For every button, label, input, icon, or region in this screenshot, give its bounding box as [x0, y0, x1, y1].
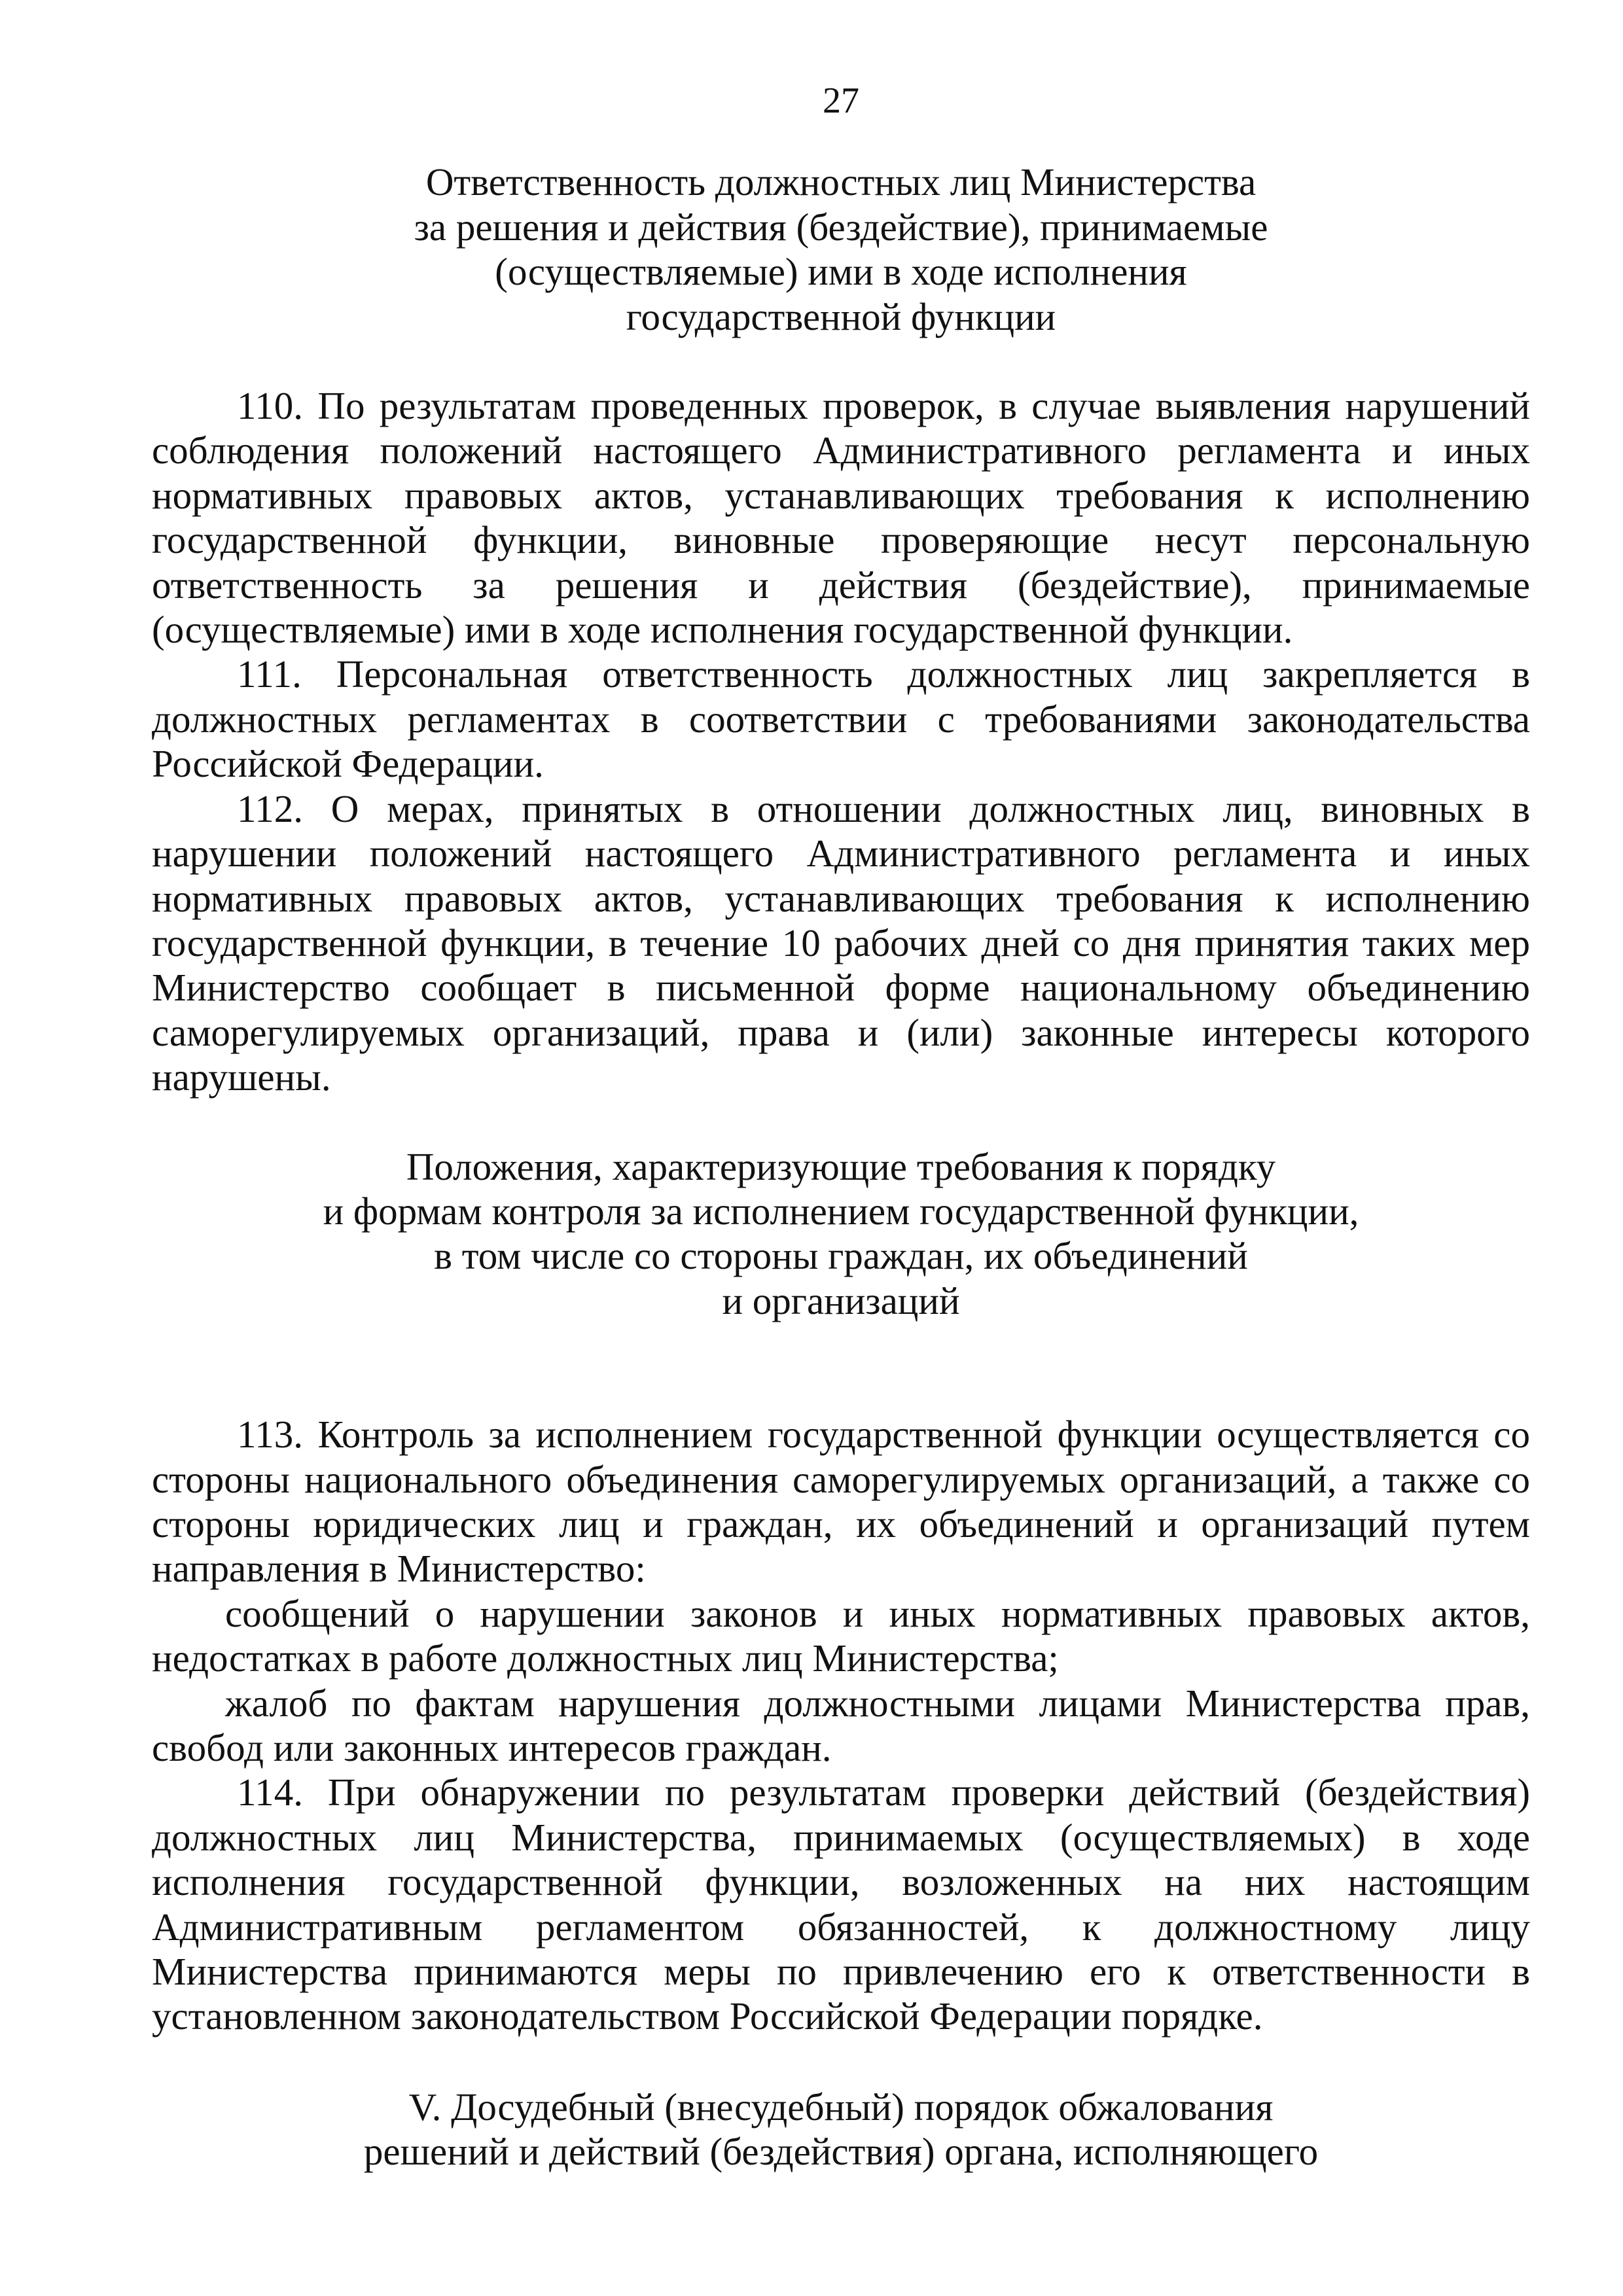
paragraph-110: 110. По результатам проведенных проверок, в случае выявления нарушений соблюдения положений настоящего Административного регламента и иных нормативных правовых актов, устанавливающих требования к исполнению государственной функции, виновные проверяющие несут персональную ответственность за решения и действия (бездействие), принимаемые (осуществляемые) ими в ходе исполнения государственной функции. [152, 384, 1530, 652]
heading-line: Ответственность должностных лиц Министерства [425, 160, 1257, 204]
heading-line: и организаций [722, 1279, 960, 1322]
page-number: 27 [823, 80, 859, 121]
section-heading-responsibility [152, 160, 1530, 339]
heading-line: (осуществляемые) ими в ходе исполнения [495, 250, 1187, 294]
paragraph-112: 112. О мерах, принятых в отношении должностных лиц, виновных в нарушении положений настоящего Административного регламента и иных нормативных правовых актов, устанавливающих требования к исполнению государственной функции, в течение 10 рабочих дней со дня принятия таких мер Министерство сообщает в письменной форме национальному объединению саморегулируемых организаций, права и (или) законные интересы которого нарушены. [152, 786, 1530, 1099]
document-page [152, 79, 1530, 2174]
section-heading-appeal [152, 2085, 1530, 2174]
paragraph-114: 114. При обнаружении по результатам проверки действий (бездействия) должностных лиц Министерства, принимаемых (осуществляемых) в ходе исполнения государственной функции, возложенных на них настоящим Административным регламентом обязанностей, к должностному лицу Министерства принимаются меры по привлечению его к ответственности в установленном законодательством Российской Федерации порядке. [152, 1771, 1530, 2038]
heading-line: в том числе со стороны граждан, их объединений [434, 1234, 1248, 1278]
heading-line: решений и действий (бездействия) органа, исполняющего [363, 2130, 1319, 2174]
heading-line: государственной функции [626, 294, 1056, 338]
heading-line: Положения, характеризующие требования к порядку [406, 1144, 1276, 1188]
paragraph-111: 111. Персональная ответственность должностных лиц закрепляется в должностных регламентах в соответствии с требованиями законодательства Российской Федерации. [152, 652, 1530, 786]
section-heading-control-forms [152, 1144, 1530, 1324]
paragraph-113: 113. Контроль за исполнением государственной функции осуществляется со стороны национального объединения саморегулируемых организаций, а также со стороны юридических лиц и граждан, их объединений и организаций путем направления в Министерство: [152, 1413, 1530, 1591]
heading-line: и формам контроля за исполнением государственной функции, [323, 1189, 1359, 1233]
paragraph-113-item-messages: сообщений о нарушении законов и иных нормативных правовых актов, недостатках в работе должностных лиц Министерства; [152, 1591, 1530, 1680]
paragraph-113-item-complaints: жалоб по фактам нарушения должностными лицами Министерства прав, свобод или законных интересов граждан. [152, 1681, 1530, 1769]
heading-line: за решения и действия (бездействие), принимаемые [414, 205, 1268, 249]
heading-line: V. Досудебный (внесудебный) порядок обжалования [408, 2085, 1274, 2128]
